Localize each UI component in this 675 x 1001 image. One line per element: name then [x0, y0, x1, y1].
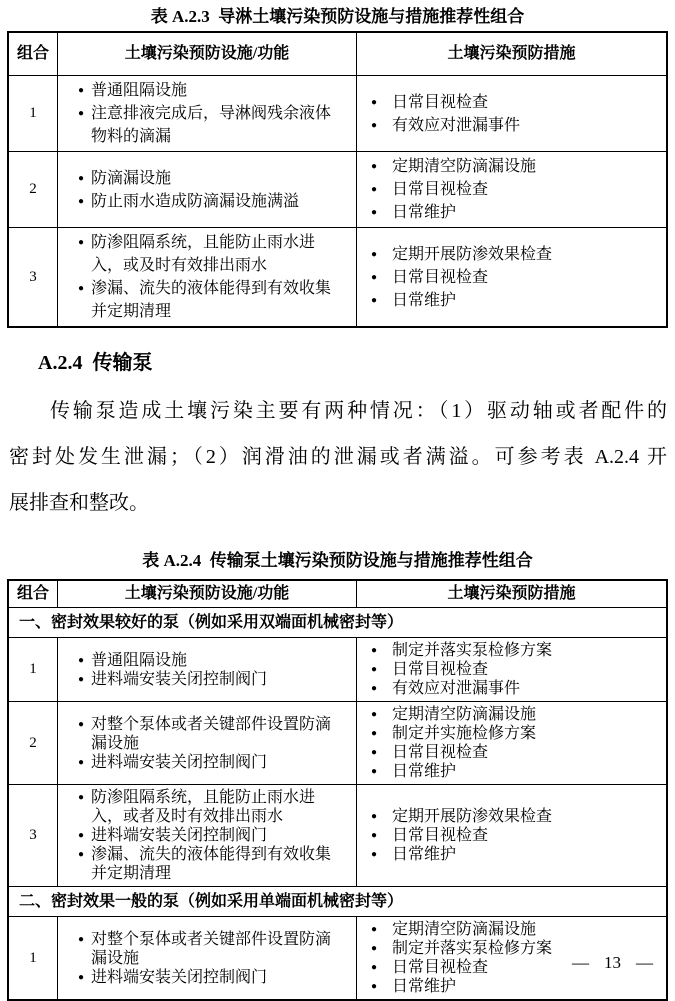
- bullet-list: [358, 153, 665, 226]
- facilities-cell: [58, 228, 357, 328]
- facilities-cell: [58, 702, 357, 785]
- bullet-list: [358, 89, 665, 139]
- bullet-icon: ●: [371, 96, 378, 108]
- list-item: [358, 705, 665, 724]
- paragraph-line: 传输泵造成土壤污染主要有两种情况：（1）驱动轴或者配件的: [50, 400, 667, 422]
- combo-number: 2: [8, 152, 58, 228]
- bullet-icon: ●: [371, 683, 378, 694]
- group-title: 一、密封效果较好的泵（例如采用双端面机械密封等）: [8, 608, 667, 638]
- bullet-icon: ●: [371, 709, 378, 720]
- list-item-text: 日常维护: [392, 291, 457, 309]
- table-a23-caption: 表 A.2.3 导淋土壤污染预防设施与措施推荐性组合: [150, 7, 525, 26]
- list-item-text: 注意排液完成后，导淋阀残余液体物料的滴漏: [91, 105, 332, 145]
- header-row: [8, 580, 667, 608]
- list-item-text: 定期清空防滴漏设施: [392, 921, 537, 938]
- column-header: 土壤污染预防设施/功能: [58, 32, 357, 76]
- list-item-text: 普通阻隔设施: [91, 82, 188, 99]
- list-item-text: 进料端安装关闭控制阀门: [91, 968, 268, 986]
- bullet-icon: ●: [371, 248, 378, 260]
- measures-cell: [357, 228, 668, 328]
- bullet-icon: ●: [371, 962, 378, 973]
- bullet-list: [59, 229, 355, 325]
- bullet-icon: ●: [78, 283, 85, 294]
- list-item-text: 日常目视检查: [392, 268, 489, 286]
- bullet-icon: ●: [78, 971, 85, 983]
- list-item-text: 进料端安装关闭控制阀门: [91, 827, 268, 844]
- list-item-text: 日常目视检查: [392, 93, 489, 111]
- list-item-text: 防滴漏设施: [91, 169, 172, 187]
- paragraph-line: 密封处发生泄漏；（2）润滑油的泄漏或者满溢。可参考表 A.2.4 开: [9, 446, 667, 468]
- bullet-icon: ●: [371, 830, 378, 841]
- bullet-list: [59, 77, 355, 150]
- table-row: [8, 785, 667, 887]
- list-item-text: 普通阻隔设施: [91, 651, 188, 669]
- bullet-icon: ●: [371, 664, 378, 675]
- section-heading-a24: A.2.4 传输泵: [38, 352, 153, 374]
- list-item-text: 进料端安装关闭控制阀门: [91, 753, 268, 771]
- list-item-text: 定期开展防渗效果检查: [392, 245, 553, 263]
- page-number-dash-left: —: [572, 953, 589, 972]
- list-item: [59, 968, 355, 987]
- list-item-text: 日常目视检查: [392, 661, 489, 678]
- list-item: [59, 753, 355, 772]
- bullet-icon: ●: [78, 756, 85, 768]
- list-item: [358, 155, 665, 178]
- combo-number: 1: [8, 638, 58, 702]
- bullet-list: [59, 165, 355, 215]
- list-item: [358, 845, 665, 864]
- list-item: [358, 266, 665, 289]
- list-item: [358, 243, 665, 266]
- list-item: [59, 670, 355, 689]
- group-title: 二、密封效果一般的泵（例如采用单端面机械密封等）: [8, 887, 667, 917]
- bullet-icon: ●: [371, 161, 378, 172]
- list-item-text: 制定并落实泵检修方案: [392, 642, 553, 659]
- list-item-text: 定期开展防渗效果检查: [392, 808, 553, 825]
- bullet-icon: ●: [371, 271, 378, 283]
- bullet-icon: ●: [371, 645, 378, 656]
- list-item: [358, 178, 665, 201]
- section-paragraph: [0, 388, 675, 526]
- page-number-dash-right: —: [636, 953, 653, 972]
- table-row: [8, 702, 667, 785]
- list-item: [59, 277, 355, 323]
- list-item-text: 制定并落实泵检修方案: [392, 940, 553, 957]
- measures-cell: [357, 76, 668, 152]
- bullet-list: [59, 649, 355, 691]
- list-item: [59, 845, 355, 883]
- bullet-icon: ●: [78, 237, 85, 248]
- list-item: [59, 788, 355, 826]
- bullet-list: [59, 713, 355, 774]
- list-item: [59, 231, 355, 277]
- list-item-text: 日常目视检查: [392, 959, 489, 976]
- combo-number: 3: [8, 228, 58, 328]
- list-item: [358, 724, 665, 743]
- list-item: [358, 977, 665, 996]
- measures-cell: [357, 702, 668, 785]
- list-item-text: 渗漏、流失的液体能得到有效收集并定期清理: [91, 280, 332, 320]
- bullet-list: [59, 928, 355, 989]
- bullet-icon: ●: [371, 184, 378, 195]
- list-item-text: 日常维护: [392, 846, 457, 863]
- list-item-text: 对整个泵体或者关键部件设置防滴漏设施: [91, 930, 332, 967]
- list-item: [358, 641, 665, 660]
- list-item-text: 日常目视检查: [392, 744, 489, 761]
- list-item-text: 防渗阻隔系统，且能防止雨水进入，或者及时有效排出雨水: [91, 789, 316, 825]
- bullet-list: [358, 805, 665, 866]
- list-item-text: 有效应对泄漏事件: [392, 116, 521, 134]
- bullet-icon: ●: [371, 119, 378, 131]
- list-item: [358, 289, 665, 312]
- bullet-icon: ●: [78, 830, 85, 841]
- list-item: [59, 826, 355, 845]
- list-item-text: 定期清空防滴漏设施: [392, 158, 537, 175]
- list-item-text: 日常维护: [392, 204, 457, 221]
- list-item-text: 防止雨水造成防滴漏设施满溢: [91, 192, 300, 210]
- list-item: [59, 79, 355, 102]
- combo-number: 2: [8, 702, 58, 785]
- list-item: [59, 715, 355, 753]
- facilities-cell: [58, 785, 357, 887]
- column-header: 土壤污染预防设施/功能: [58, 580, 357, 608]
- bullet-icon: ●: [371, 766, 378, 777]
- bullet-icon: ●: [371, 728, 378, 739]
- list-item-text: 日常维护: [392, 978, 457, 995]
- group-header-row: [8, 608, 667, 638]
- list-item: [59, 102, 355, 148]
- combo-number: 1: [8, 76, 58, 152]
- page-number-value: 13: [604, 953, 621, 972]
- bullet-icon: ●: [371, 924, 378, 935]
- list-item-text: 有效应对泄漏事件: [392, 680, 521, 697]
- combo-number: 3: [8, 785, 58, 887]
- measures-cell: [357, 785, 668, 887]
- table-row: [8, 76, 667, 152]
- table-row: [8, 228, 667, 328]
- list-item-text: 日常目视检查: [392, 181, 489, 198]
- bullet-icon: ●: [78, 933, 85, 945]
- list-item: [358, 762, 665, 781]
- list-item: [358, 660, 665, 679]
- bullet-icon: ●: [371, 981, 378, 992]
- list-item-text: 日常目视检查: [392, 827, 489, 844]
- list-item: [358, 807, 665, 826]
- bullet-icon: ●: [78, 654, 85, 666]
- list-item: [59, 930, 355, 968]
- bullet-icon: ●: [78, 849, 85, 860]
- bullet-icon: ●: [78, 85, 85, 96]
- measures-cell: [357, 152, 668, 228]
- list-item: [59, 167, 355, 190]
- table-a24: [7, 579, 668, 1001]
- list-item: [358, 743, 665, 762]
- bullet-icon: ●: [78, 108, 85, 119]
- bullet-icon: ●: [371, 849, 378, 860]
- column-header: 土壤污染预防措施: [357, 580, 668, 608]
- list-item-text: 进料端安装关闭控制阀门: [91, 670, 268, 688]
- list-item: [358, 679, 665, 698]
- header-row: [8, 32, 667, 76]
- list-item-text: 制定并实施检修方案: [392, 725, 537, 742]
- table-a24-caption: 表 A.2.4 传输泵土壤污染预防设施与措施推荐性组合: [142, 551, 533, 570]
- bullet-icon: ●: [371, 294, 378, 306]
- group-header-row: [8, 887, 667, 917]
- list-item-text: 定期清空防滴漏设施: [392, 706, 537, 723]
- bullet-icon: ●: [371, 747, 378, 758]
- table-row: [8, 917, 667, 1001]
- list-item: [59, 651, 355, 670]
- bullet-icon: ●: [78, 673, 85, 685]
- bullet-list: [358, 703, 665, 783]
- list-item: [358, 201, 665, 224]
- bullet-icon: ●: [371, 943, 378, 954]
- bullet-list: [358, 241, 665, 314]
- bullet-icon: ●: [371, 207, 378, 218]
- bullet-icon: ●: [371, 811, 378, 822]
- list-item: [59, 190, 355, 213]
- bullet-list: [59, 786, 355, 885]
- list-item: [358, 826, 665, 845]
- list-item-text: 日常维护: [392, 763, 457, 780]
- bullet-icon: ●: [78, 172, 85, 184]
- table-a23: [7, 31, 668, 328]
- bullet-icon: ●: [78, 195, 85, 207]
- measures-cell: [357, 638, 668, 702]
- page-number: [572, 953, 653, 973]
- bullet-icon: ●: [78, 718, 85, 730]
- list-item: [358, 91, 665, 114]
- bullet-list: [358, 639, 665, 700]
- paragraph-line: 展排查和整改。: [9, 492, 149, 514]
- combo-number: 1: [8, 917, 58, 1001]
- facilities-cell: [58, 152, 357, 228]
- facilities-cell: [58, 638, 357, 702]
- list-item-text: 防渗阻隔系统，且能防止雨水进入，或及时有效排出雨水: [91, 234, 316, 274]
- bullet-icon: ●: [78, 792, 85, 803]
- table-row: [8, 638, 667, 702]
- list-item-text: 对整个泵体或者关键部件设置防滴漏设施: [91, 715, 332, 752]
- facilities-cell: [58, 917, 357, 1001]
- list-item-text: 渗漏、流失的液体能得到有效收集并定期清理: [91, 846, 332, 882]
- table-row: [8, 152, 667, 228]
- column-header: 土壤污染预防措施: [357, 32, 668, 76]
- list-item: [358, 114, 665, 137]
- facilities-cell: [58, 76, 357, 152]
- list-item: [358, 920, 665, 939]
- column-header: 组合: [8, 580, 58, 608]
- column-header: 组合: [8, 32, 58, 76]
